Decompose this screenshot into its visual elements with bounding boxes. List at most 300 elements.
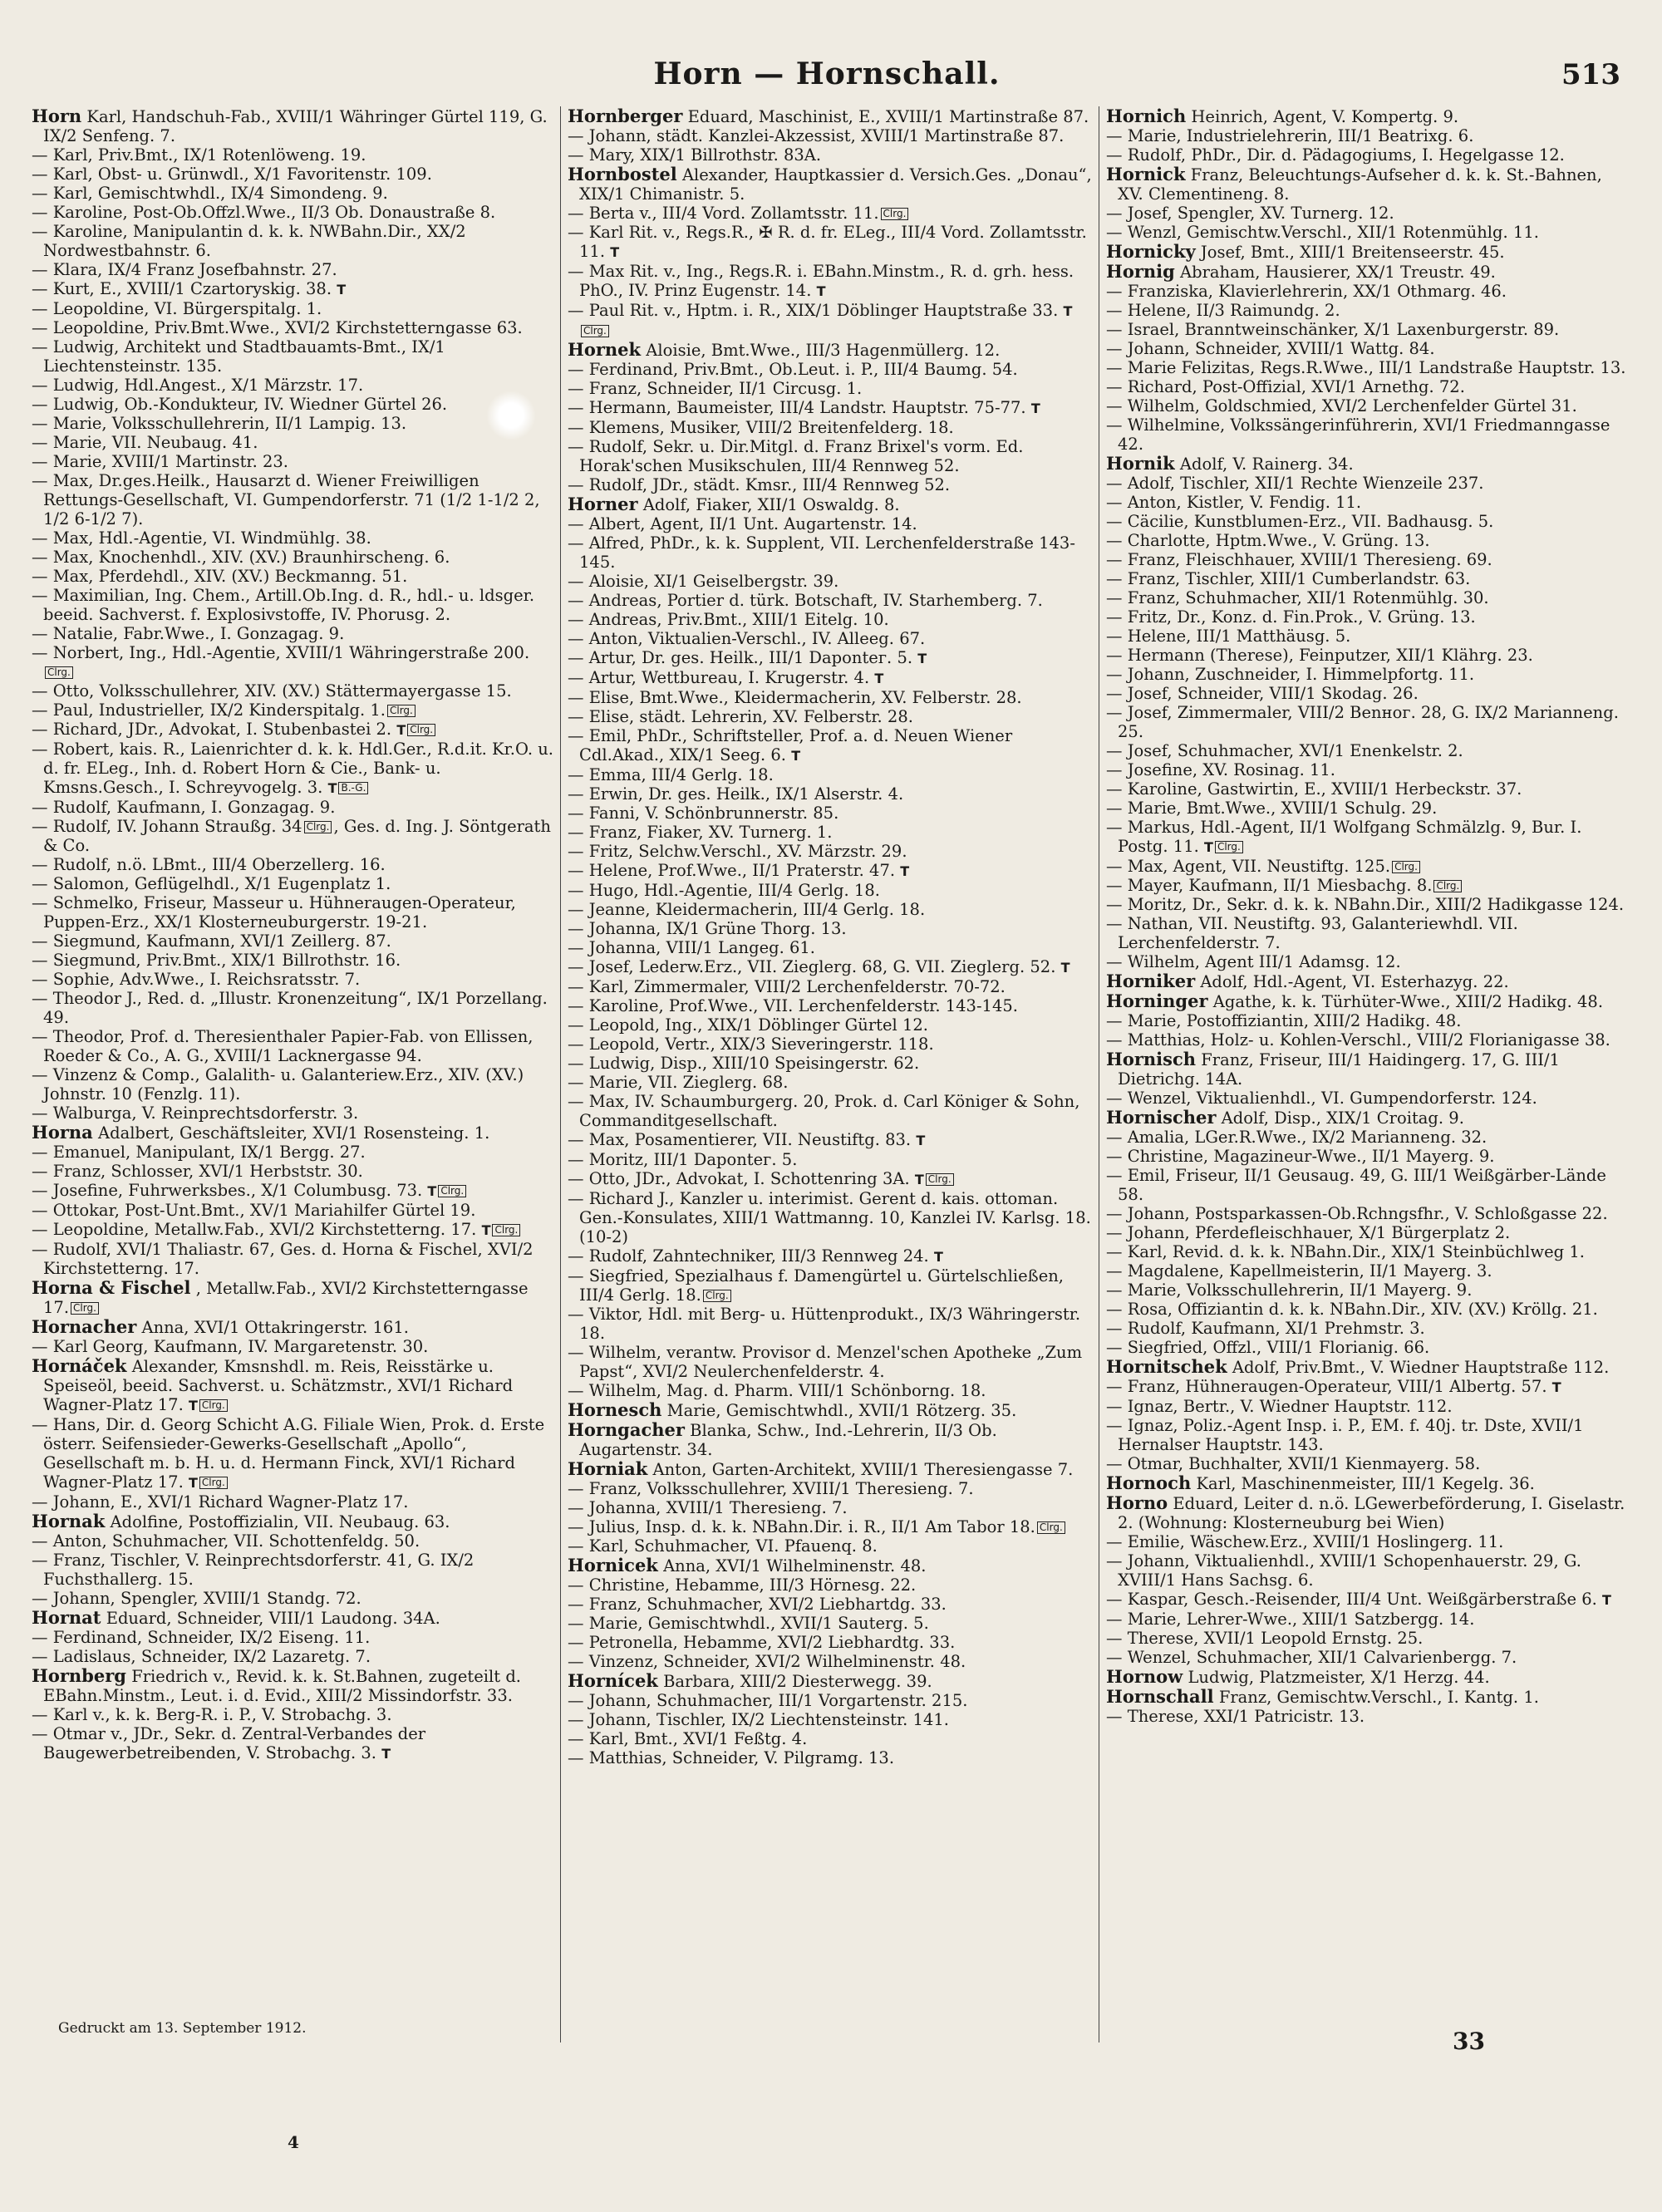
entry-text: — Viktor, Hdl. mit Berg- u. Hüttenprodukt., IX/3 Währingerstr. 18.	[568, 1305, 1081, 1343]
directory-entry	[568, 1517, 1092, 1536]
entry-text: — Karl Rit. v., Regs.R., ✠ R. d. fr. ELeg., III/4 Vord. Zollamtsstr. 11.	[568, 223, 1087, 261]
directory-entry	[568, 1305, 1092, 1343]
clearing-badge: Clrg.	[438, 1185, 466, 1197]
entry-text: — Moritz, Dr., Sekr. d. k. k. NBahn.Dir., XIII/2 Hadikgasse 124.	[1106, 895, 1625, 914]
directory-entry	[568, 145, 1092, 165]
directory-entry	[32, 893, 553, 931]
directory-entry	[1106, 1089, 1630, 1108]
directory-entry	[32, 1589, 553, 1608]
entry-text: — Karoline, Post-Ob.Offzl.Wwe., II/3 Ob. Donaustraße 8.	[32, 203, 496, 222]
directory-entry	[1106, 1473, 1630, 1493]
entry-text: — Theodor J., Red. d. „Illustr. Kronenzeitung“, IX/1 Porzellang. 49.	[32, 989, 548, 1027]
directory-entry	[32, 1162, 553, 1181]
directory-entry	[568, 223, 1092, 262]
directory-entry	[1106, 262, 1630, 282]
entry-headword: Hornik	[1106, 453, 1175, 474]
directory-entry	[32, 376, 553, 395]
entry-text: — Magdalene, Kapellmeisterin, II/1 Mayerg. 3.	[1106, 1261, 1492, 1281]
entry-text: — Klemens, Musiker, VIII/2 Breitenfelderg. 18.	[568, 418, 954, 437]
entry-text: — Walburga, V. Reinprechtsdorferstr. 3.	[32, 1104, 359, 1123]
directory-entry	[32, 433, 553, 452]
entry-text: Alexander, Kmsnshdl. m. Reis, Reisstärke u. Speiseöl, beeid. Sachverst. u. Schätzmstr., XVI/1 Richard Wagner-Platz 17.	[43, 1357, 514, 1414]
directory-entry	[1106, 971, 1630, 991]
entry-headword: Hornicky	[1106, 241, 1196, 262]
directory-entry	[568, 784, 1092, 804]
clearing-badge: Clrg.	[407, 724, 435, 736]
entry-text: — Wilhelm, Agent III/1 Adamsg. 12.	[1106, 952, 1401, 971]
entry-text-continued: , Ges. d. Ing. J. Söntgerath & Co.	[43, 817, 551, 855]
entry-text: — Rudolf, n.ö. LBmt., III/4 Oberzellerg. 16.	[32, 855, 386, 874]
directory-entry	[568, 1092, 1092, 1130]
entry-text: — Josef, Spengler, XV. Turnerg. 12.	[1106, 204, 1394, 223]
directory-entry	[1106, 1667, 1630, 1687]
entry-text: — Johanna, IX/1 Grüne Thorg. 13.	[568, 919, 847, 938]
directory-entry	[568, 726, 1092, 765]
directory-entry	[568, 1246, 1092, 1266]
entry-text: — Anton, Kistler, V. Fendig. 11.	[1106, 493, 1362, 512]
directory-entry	[32, 624, 553, 643]
entry-text: Eduard, Leiter d. n.ö. LGewerbeförderung, I. Giselastr. 2. (Wohnung: Klosterneuburg bei Wien)	[1118, 1494, 1625, 1532]
directory-entry	[1106, 396, 1630, 415]
entry-headword: Horninger	[1106, 990, 1208, 1011]
entry-headword: Horniak	[568, 1458, 648, 1479]
entry-text: Anna, XVI/1 Ottakringerstr. 161.	[141, 1318, 409, 1337]
directory-entry	[32, 798, 553, 817]
telephone-marker: T	[396, 722, 406, 738]
directory-entry	[32, 299, 553, 318]
directory-entry	[32, 1065, 553, 1104]
directory-entry	[1106, 1493, 1630, 1532]
directory-entry	[1106, 282, 1630, 301]
telephone-marker: T	[874, 671, 884, 686]
directory-entry	[568, 360, 1092, 379]
directory-entry	[1106, 1242, 1630, 1261]
entry-text: — Hugo, Hdl.-Agentie, III/4 Gerlg. 18.	[568, 881, 880, 900]
directory-entry	[32, 222, 553, 260]
directory-entry	[568, 900, 1092, 919]
clearing-badge: Clrg.	[1037, 1521, 1065, 1534]
entry-text: — Johann, Pferdefleischhauer, X/1 Bürgerplatz 2.	[1106, 1223, 1511, 1242]
directory-entry	[568, 379, 1092, 398]
directory-entry	[1106, 760, 1630, 779]
column-3	[1099, 106, 1630, 2042]
entry-text: — Emil, PhDr., Schriftsteller, Prof. a. d. Neuen Wiener Cdl.Akad., XIX/1 Seeg. 6.	[568, 726, 1013, 764]
directory-entry	[32, 165, 553, 184]
directory-entry	[32, 1123, 553, 1143]
entry-text: — Karoline, Prof.Wwe., VII. Lerchenfelderstr. 143-145.	[568, 996, 1018, 1015]
entry-headword: Horno	[1106, 1492, 1168, 1513]
directory-entry	[568, 765, 1092, 784]
entry-text: Abraham, Hausierer, XX/1 Treustr. 49.	[1180, 263, 1496, 282]
directory-entry	[1106, 1300, 1630, 1319]
entry-text: — Leopoldine, VI. Bürgerspitalg. 1.	[32, 299, 322, 318]
directory-entry	[32, 931, 553, 951]
directory-entry	[32, 1415, 553, 1492]
entry-text: — Emil, Friseur, II/1 Geusaug. 49, G. III/1 Weißgärber-Lände 58.	[1106, 1166, 1606, 1204]
entry-text: — Max, Agent, VII. Neustiftg. 125.	[1106, 857, 1391, 876]
entry-text: — Kurt, E., XVIII/1 Czartoryskig. 38.	[32, 279, 332, 298]
clearing-badge: Clrg.	[71, 1302, 99, 1315]
entry-text: — Norbert, Ing., Hdl.-Agentie, XVIII/1 Währingerstraße 200.	[32, 643, 530, 662]
entry-text: — Otto, JDr., Advokat, I. Schottenring 3A.	[568, 1169, 910, 1188]
entry-text: — Karl, Bmt., XVI/1 Feßtg. 4.	[568, 1729, 808, 1748]
directory-entry	[1106, 1648, 1630, 1667]
entry-text: — Leopoldine, Metallw.Fab., XVI/2 Kirchstetterng. 17.	[32, 1220, 477, 1239]
entry-text: — Nathan, VII. Neustiftg. 93, Galanteriewhdl. VII. Lerchenfelderstr. 7.	[1106, 914, 1518, 952]
entry-text: — Karoline, Gastwirtin, E., XVIII/1 Herbeckstr. 37.	[1106, 779, 1522, 799]
running-title: Horn — Hornschall.	[653, 57, 1001, 91]
entry-text: — Marie, Lehrer-Wwe., XIII/1 Satzbergg. 14.	[1106, 1610, 1475, 1629]
directory-entry	[32, 1647, 553, 1666]
entry-text: — Siegfried, Offzl., VIII/1 Florianig. 66.	[1106, 1338, 1430, 1357]
directory-entry	[1106, 1687, 1630, 1707]
entry-text: — Karl, Zimmermaler, VIII/2 Lerchenfelderstr. 70-72.	[568, 977, 1006, 996]
telephone-marker: T	[900, 863, 910, 879]
directory-entry	[32, 567, 553, 586]
directory-entry	[1106, 204, 1630, 223]
entry-text: — Franz, Fiaker, XV. Turnerg. 1.	[568, 823, 833, 842]
entry-text: — Rudolf, JDr., städt. Kmsr., III/4 Rennweg 52.	[568, 475, 951, 494]
entry-text: — Johann, städt. Kanzlei-Akzessist, XVIII/1 Martinstraße 87.	[568, 126, 1065, 145]
directory-entry	[568, 804, 1092, 823]
directory-entry	[568, 514, 1092, 533]
directory-entry	[568, 823, 1092, 842]
entry-text: — Amalia, LGer.R.Wwe., IX/2 Marianneng. 32.	[1106, 1128, 1487, 1147]
entry-text: — Aloisie, XI/1 Geiselbergstr. 39.	[568, 572, 839, 591]
entry-text: — Franz, Schneider, II/1 Circusg. 1.	[568, 379, 863, 398]
entry-text: — Rudolf, XVI/1 Thaliastr. 67, Ges. d. Horna & Fischel, XVI/2 Kirchstetterng. 17.	[32, 1240, 534, 1278]
entry-text: — Hermann (Therese), Feinputzer, XII/1 Klährg. 23.	[1106, 646, 1533, 665]
entry-text: — Marie, XVIII/1 Martinstr. 23.	[32, 452, 289, 471]
directory-entry	[32, 1551, 553, 1589]
entry-text: Adalbert, Geschäftsleiter, XVI/1 Rosensteing. 1.	[98, 1123, 490, 1143]
directory-entry	[568, 1015, 1092, 1035]
entry-headword: Hornig	[1106, 261, 1175, 282]
entry-text: — Fritz, Selchw.Verschl., XV. Märzstr. 29.	[568, 842, 907, 861]
entry-text: — Therese, XXI/1 Patricistr. 13.	[1106, 1707, 1365, 1726]
entry-headword: Horn	[32, 106, 82, 126]
entry-text: — Andreas, Priv.Bmt., XIII/1 Eitelg. 10.	[568, 610, 889, 629]
entry-text: — Petronella, Hebamme, XVI/2 Liebhardtg. 33.	[568, 1633, 956, 1652]
clearing-badge: Clrg.	[881, 208, 909, 220]
entry-text: — Klara, IX/4 Franz Josefbahnstr. 27.	[32, 260, 337, 279]
entry-text: — Markus, Hdl.-Agent, II/1 Wolfgang Schmälzlg. 9, Bur. I. Postg. 11.	[1106, 818, 1582, 856]
entry-text: — Marie, Bmt.Wwe., XVIII/1 Schulg. 29.	[1106, 799, 1438, 818]
entry-text: — Rudolf, Sekr. u. Dir.Mitgl. d. Franz Brixel's vorm. Ed. Horak'schen Musikschulen, III/4 Rennweg 52.	[568, 437, 1024, 475]
directory-entry	[32, 740, 553, 798]
entry-text: — Richard J., Kanzler u. interimist. Gerent d. kais. ottoman. Gen.-Konsulates, XIII/1 Wattmanng. 10, Kanzlei IV. Karlsg. 18. (10-2)	[568, 1189, 1091, 1246]
directory-entry	[1106, 1261, 1630, 1281]
entry-text: Adolf, V. Rainerg. 34.	[1179, 455, 1354, 474]
entry-headword: Hornschall	[1106, 1686, 1214, 1707]
directory-entry	[1106, 512, 1630, 531]
clearing-badge: Clrg.	[304, 821, 332, 833]
directory-entry	[1106, 531, 1630, 550]
directory-entry	[568, 1054, 1092, 1073]
entry-text: Aloisie, Bmt.Wwe., III/3 Hagenmüllerg. 12.	[646, 341, 1001, 360]
entry-text: — Max, Pferdehdl., XIV. (XV.) Beckmanng. 51.	[32, 567, 408, 586]
entry-text: — Ottokar, Post-Unt.Bmt., XV/1 Mariahilfer Gürtel 19.	[32, 1201, 476, 1220]
entry-headword: Hornat	[32, 1607, 101, 1628]
directory-entry	[1106, 1147, 1630, 1166]
directory-entry	[568, 262, 1092, 301]
entry-text: — Josef, Schuhmacher, XVI/1 Enenkelstr. 2.	[1106, 741, 1463, 760]
directory-entry	[568, 1748, 1092, 1767]
directory-entry	[1106, 741, 1630, 760]
entry-text: — Mayer, Kaufmann, II/1 Miesbachg. 8.	[1106, 876, 1433, 895]
directory-entry	[32, 1278, 553, 1317]
directory-entry	[1106, 876, 1630, 895]
telephone-marker: T	[381, 1746, 391, 1762]
entry-text: — Erwin, Dr. ges. Heilk., IX/1 Alserstr. 4.	[568, 784, 904, 804]
entry-text: — Karl v., k. k. Berg-R. i. P., V. Strobachg. 3.	[32, 1705, 392, 1724]
entry-text: — Rudolf, Kaufmann, XI/1 Prehmstr. 3.	[1106, 1319, 1425, 1338]
directory-entry	[1106, 1011, 1630, 1030]
entry-text: — Vinzenz, Schneider, XVI/2 Wilhelminenstr. 48.	[568, 1652, 966, 1671]
directory-entry	[568, 1266, 1092, 1305]
directory-entry	[32, 1220, 553, 1240]
directory-entry	[568, 1073, 1092, 1092]
telephone-marker: T	[914, 1172, 924, 1187]
entry-text: — Franz, Hühneraugen-Operateur, VIII/1 Albertg. 57.	[1106, 1377, 1547, 1396]
entry-text: — Artur, Dr. ges. Heilk., III/1 Dapontег. 5.	[568, 648, 913, 667]
telephone-marker: T	[481, 1222, 491, 1238]
directory-entry	[568, 1381, 1092, 1400]
directory-entry	[32, 1705, 553, 1724]
entry-text: — Franziska, Klavierlehrerin, XX/1 Othmarg. 46.	[1106, 282, 1507, 301]
entry-text: — Karl, Schuhmacher, VI. Pfauenq. 8.	[568, 1536, 878, 1556]
telephone-marker: T	[337, 282, 347, 297]
directory-entry	[568, 629, 1092, 648]
directory-entry	[568, 1130, 1092, 1150]
page-number: 513	[1561, 58, 1620, 91]
directory-entry	[32, 700, 553, 720]
entry-text: — Rudolf, Kaufmann, I. Gonzagag. 9.	[32, 798, 336, 817]
entry-text: — Karl, Priv.Bmt., IX/1 Rotenlöweng. 19.	[32, 145, 366, 165]
entry-text: — Wilhelmine, Volkssängerinführerin, XVI/1 Friedmanngasse 42.	[1106, 415, 1610, 454]
directory-entry	[1106, 914, 1630, 952]
directory-entry	[568, 1035, 1092, 1054]
entry-headword: Hornberger	[568, 106, 683, 126]
entry-headword: Hornitschek	[1106, 1356, 1227, 1377]
telephone-marker: T	[1602, 1592, 1611, 1608]
entry-text: — Rudolf, Zahntechniker, III/3 Rennweg 24.	[568, 1246, 929, 1266]
directory-entry	[1106, 377, 1630, 396]
entry-text: — Helene, III/1 Matthäusg. 5.	[1106, 627, 1351, 646]
directory-entry	[1106, 1590, 1630, 1610]
telephone-marker: T	[1030, 401, 1040, 416]
entry-text: , Metallw.Fab., XVI/2 Kirchstetterngasse 17.	[43, 1279, 529, 1317]
directory-entry	[1106, 1166, 1630, 1204]
directory-entry	[568, 842, 1092, 861]
entry-text: — Johann, Schneider, XVIII/1 Wattg. 84.	[1106, 339, 1435, 358]
directory-entry	[32, 471, 553, 528]
entry-text: — Siegfried, Spezialhaus f. Damengürtel u. Gürtelschließen, III/4 Gerlg. 18.	[568, 1266, 1065, 1305]
entry-text: Alexander, Hauptkassier d. Versich.Ges. „Donau“, XIX/1 Chimanistr. 5.	[579, 165, 1092, 204]
entry-text: — Rudolf, PhDr., Dir. d. Pädagogiums, I. Hegelgasse 12.	[1106, 145, 1565, 165]
directory-entry	[568, 1536, 1092, 1556]
directory-entry	[1106, 165, 1630, 204]
entry-text: — Christine, Hebamme, III/3 Hörnesg. 22.	[568, 1575, 917, 1595]
directory-entry	[568, 668, 1092, 688]
entry-text: — Leopoldine, Priv.Bmt.Wwe., XVI/2 Kirchstetterngasse 63.	[32, 318, 523, 337]
entry-text: — Mary, XIX/1 Billrothstr. 83A.	[568, 145, 822, 165]
directory-entry	[568, 1479, 1092, 1498]
directory-entry	[32, 1666, 553, 1705]
directory-entry	[32, 951, 553, 970]
entry-text: — Max, Knochenhdl., XIV. (XV.) Braunhirscheng. 6.	[32, 548, 450, 567]
directory-entry	[568, 1498, 1092, 1517]
directory-entry	[568, 688, 1092, 707]
entry-text: — Ferdinand, Schneider, IX/2 Eiseng. 11.	[32, 1628, 371, 1647]
telephone-marker: T	[1060, 960, 1070, 976]
directory-entry	[568, 707, 1092, 726]
directory-entry	[568, 996, 1092, 1015]
entry-text: — Ludwig, Disp., XIII/10 Speisingerstr. 62.	[568, 1054, 920, 1073]
directory-entry	[32, 1181, 553, 1201]
clearing-badge: Clrg.	[492, 1224, 520, 1236]
directory-entry	[568, 1459, 1092, 1479]
directory-entry	[1106, 569, 1630, 588]
entry-text: — Matthias, Schneider, V. Pilgramg. 13.	[568, 1748, 895, 1767]
directory-entry	[32, 1512, 553, 1531]
entry-text: — Ludwig, Ob.-Kondukteur, IV. Wiedner Gürtel 26.	[32, 395, 448, 414]
entry-text: — Max Rit. v., Ing., Regs.R. i. EBahn.Minstm., R. d. grh. hess. PhO., IV. Prinz Eugenstr. 14.	[568, 262, 1074, 300]
column-1	[32, 106, 553, 2042]
telephone-marker: T	[916, 1133, 926, 1148]
directory-entry	[1106, 1319, 1630, 1338]
entry-text: — Johann, Spengler, XVIII/1 Standg. 72.	[32, 1589, 361, 1608]
directory-entry	[1106, 1707, 1630, 1726]
directory-entry	[1106, 799, 1630, 818]
entry-text: — Emma, III/4 Gerlg. 18.	[568, 765, 774, 784]
entry-text: — Salomon, Geflügelhdl., X/1 Eugenplatz 1.	[32, 874, 391, 893]
entry-text: Agathe, k. k. Türhüter-Wwe., XIII/2 Hadikg. 48.	[1212, 992, 1604, 1011]
telephone-marker: T	[816, 283, 826, 299]
entry-text: — Max, IV. Schaumburgerg. 20, Prok. d. Carl Königer & Sohn, Commanditgesellschaft.	[568, 1092, 1080, 1130]
entry-text: — Franz, Tischler, V. Reinprechtsdorferstr. 41, G. IX/2 Fuchsthallerg. 15.	[32, 1551, 475, 1589]
entry-text: — Natalie, Fabr.Wwe., I. Gonzagag. 9.	[32, 624, 345, 643]
directory-entry	[568, 572, 1092, 591]
entry-text: — Max, Hdl.-Agentie, VI. Windmühlg. 38.	[32, 528, 371, 548]
directory-entry	[1106, 857, 1630, 876]
directory-entry	[32, 203, 553, 222]
clearing-badge: Clrg.	[926, 1173, 954, 1186]
telephone-marker: T	[791, 748, 801, 764]
clearing-badge: Clrg.	[45, 666, 73, 679]
entry-text: — Paul, Industrieller, IX/2 Kinderspitalg. 1.	[32, 700, 386, 720]
directory-entry	[568, 1710, 1092, 1729]
clearing-badge: B.-G.	[338, 782, 368, 794]
entry-text: Adolf, Priv.Bmt., V. Wiedner Hauptstraße 112.	[1232, 1358, 1610, 1377]
directory-entry	[1106, 145, 1630, 165]
directory-entry	[32, 1317, 553, 1337]
directory-entry	[32, 643, 553, 681]
directory-entry	[32, 1356, 553, 1415]
entry-text: Franz, Friseur, III/1 Haidingerg. 17, G. III/1 Dietrichg. 14A.	[1118, 1050, 1560, 1089]
directory-entry	[32, 970, 553, 989]
entry-text: — Robert, kais. R., Laienrichter d. k. k. Hdl.Ger., R.d.it. Kr.O. u. d. fr. ELeg., Inh. d. Robert Horn & Cie., Bank- u. Kmsns.Gesch., I. Schreyvogelg. 3.	[32, 740, 553, 797]
telephone-marker: T	[610, 244, 620, 260]
entry-text: Karl, Maschinenmeister, III/1 Kegelg. 36.	[1196, 1474, 1535, 1493]
directory-entry	[1106, 358, 1630, 377]
entry-text: — Elise, städt. Lehrerin, XV. Felberstr. 28.	[568, 707, 913, 726]
entry-text: Josef, Bmt., XIII/1 Breitenseerstr. 45.	[1200, 243, 1505, 262]
entry-text: — Franz, Schuhmacher, XVI/2 Liebhartdg. 33.	[568, 1595, 947, 1614]
entry-headword: Hornberg	[32, 1665, 126, 1686]
directory-entry	[32, 1492, 553, 1512]
entry-text: Blanka, Schw., Ind.-Lehrerin, II/3 Ob. Augartenstr. 34.	[579, 1421, 997, 1459]
entry-text: — Hans, Dir. d. Georg Schicht A.G. Filiale Wien, Prok. d. Erste österr. Seifensieder-Gewerks-Gesellschaft „Apollo“, Gesellschaft m. b. H. u. d. Hermann Finck, XVI/1 Richard Wagner-Platz 17.	[32, 1415, 545, 1492]
print-date: Gedruckt am 13. September 1912.	[58, 2020, 307, 2037]
entry-headword: Hornicek	[568, 1555, 658, 1575]
directory-entry	[568, 1691, 1092, 1710]
entry-text: — Josef, Zimmermaler, VIII/2 Benног. 28, G. IX/2 Marianneng. 25.	[1106, 703, 1619, 741]
entry-text: — Josef, Schneider, VIII/1 Skodag. 26.	[1106, 684, 1419, 703]
directory-entry	[32, 1628, 553, 1647]
entry-text: — Karl, Revid. d. k. k. NBahn.Dir., XIX/1 Steinbüchlweg 1.	[1106, 1242, 1585, 1261]
entry-headword: Hornischer	[1106, 1107, 1217, 1128]
directory-entry	[1106, 1629, 1630, 1648]
entry-text: — Moritz, III/1 Dapontег. 5.	[568, 1150, 798, 1169]
directory-entry	[1106, 1551, 1630, 1590]
entry-text: Anton, Garten-Architekt, XVIII/1 Theresiengasse 7.	[652, 1460, 1074, 1479]
entry-text: — Kaspar, Gesch.-Reisender, III/4 Unt. Weißgärberstraße 6.	[1106, 1590, 1597, 1609]
entry-headword: Horna	[32, 1122, 93, 1143]
entry-headword: Hornacher	[32, 1316, 137, 1337]
entry-text: — Cäcilie, Kunstblumen-Erz., VII. Badhausg. 5.	[1106, 512, 1494, 531]
clearing-badge: Clrg.	[1433, 880, 1462, 892]
entry-text: — Sophie, Adv.Wwe., I. Reichsratsstr. 7.	[32, 970, 361, 989]
sheet-number: 33	[1453, 2028, 1485, 2055]
entry-headword: Hornak	[32, 1511, 106, 1531]
directory-entry	[568, 1169, 1092, 1189]
clearing-badge: Clrg.	[199, 1477, 228, 1489]
clearing-badge: Clrg.	[581, 325, 609, 337]
entry-headword: Horner	[568, 494, 638, 514]
clearing-badge: Clrg.	[387, 705, 416, 717]
directory-entry	[1106, 665, 1630, 684]
entry-text: — Emilie, Wäschew.Erz., XVIII/1 Hoslingerg. 11.	[1106, 1532, 1504, 1551]
entry-text: — Franz, Tischler, XIII/1 Cumberlandstr. 63.	[1106, 569, 1471, 588]
entry-text: — Marie Felizitas, Regs.R.Wwe., III/1 Landstraße Hauptstr. 13.	[1106, 358, 1626, 377]
entry-text: — Rudolf, IV. Johann Straußg. 34	[32, 817, 302, 836]
entry-text: — Charlotte, Hptm.Wwe., V. Grüng. 13.	[1106, 531, 1430, 550]
entry-text: — Max, Dr.ges.Heilk., Hausarzt d. Wiener Freiwilligen Rettungs-Gesellschaft, VI. Gumpendorferstr. 71 (1/2 1-1/2 2, 1/2 6-1/2 7).	[32, 471, 540, 528]
entry-text: — Ladislaus, Schneider, IX/2 Lazaretg. 7.	[32, 1647, 371, 1666]
entry-text: — Richard, JDr., Advokat, I. Stubenbastei 2.	[32, 720, 392, 739]
entry-text: — Fanni, V. Schönbrunnerstr. 85.	[568, 804, 839, 823]
directory-entry	[1106, 1204, 1630, 1223]
telephone-marker: T	[933, 1249, 943, 1265]
entry-text: Ludwig, Platzmeister, X/1 Herzg. 44.	[1187, 1668, 1490, 1687]
directory-entry	[568, 1652, 1092, 1671]
directory-entry	[1106, 1338, 1630, 1357]
entry-text: — Josef, Lederw.Erz., VII. Zieglerg. 68, G. VII. Zieglerg. 52.	[568, 957, 1056, 976]
entry-text: — Johann, Zuschneider, I. Himmelpfortg. 11.	[1106, 665, 1475, 684]
directory-entry	[32, 279, 553, 299]
entry-text: — Adolf, Tischler, XII/1 Rechte Wienzeile 237.	[1106, 474, 1484, 493]
entry-text: — Rosa, Offiziantin d. k. k. NBahn.Dir., XIV. (XV.) Kröllg. 21.	[1106, 1300, 1598, 1319]
directory-entry	[568, 861, 1092, 881]
directory-entry	[1106, 627, 1630, 646]
entry-text: — Johann, E., XVI/1 Richard Wagner-Platz 17.	[32, 1492, 409, 1512]
directory-entry	[568, 301, 1092, 340]
directory-entry	[1106, 1357, 1630, 1377]
directory-entry	[32, 1027, 553, 1065]
entry-text: — Leopold, Ing., XIX/1 Döblinger Gürtel 12.	[568, 1015, 928, 1035]
directory-entry	[32, 586, 553, 624]
